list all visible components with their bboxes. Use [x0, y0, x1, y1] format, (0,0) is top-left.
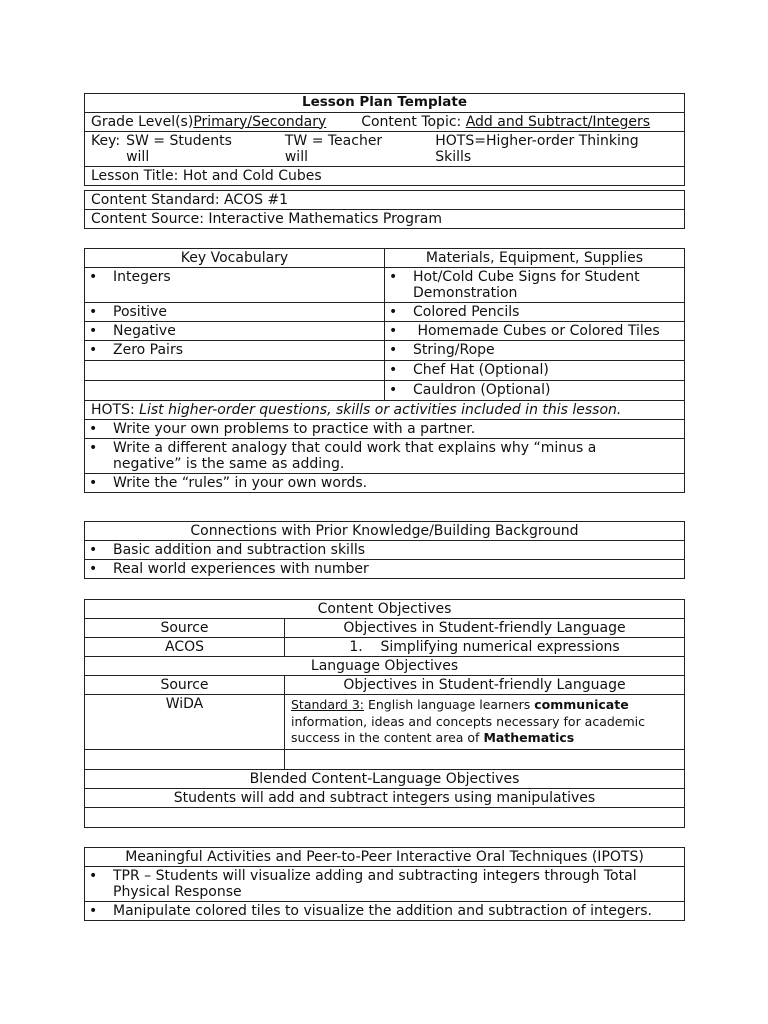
source-header: Source [85, 619, 285, 637]
hots-item: • Write your own problems to practice with a partner. [89, 420, 476, 437]
source-header: Source [85, 676, 285, 694]
connections-header: Connections with Prior Knowledge/Building Background [190, 523, 579, 539]
communicate-emphasis: communicate [534, 697, 629, 713]
bullet: • [89, 323, 98, 340]
activity-item: • TPR – Students will visualize adding and subtracting integers through Total Physical Response [89, 868, 637, 901]
material-item: • String/Rope [389, 342, 495, 359]
vocab-item: • Zero Pairs [85, 341, 385, 359]
vocab-item: • Negative [85, 322, 385, 340]
vocab-item: • Positive [85, 303, 385, 321]
hots-item: • Write a different analogy that could work that explains why “minus a negative” is the same as adding. [89, 439, 597, 472]
objectives-header: Objectives in Student-friendly Language [343, 677, 626, 694]
bullet: • [89, 304, 98, 321]
bullet: • [89, 439, 98, 456]
bullet: • [89, 561, 98, 578]
content-source: Content Source: Interactive Mathematics Program [91, 211, 442, 228]
materials-header: Materials, Equipment, Supplies [425, 250, 644, 266]
page-title: Lesson Plan Template [301, 94, 467, 110]
activity-item: • Manipulate colored tiles to visualize the addition and subtraction of integers. [89, 903, 652, 920]
hots-instruction: List higher-order questions, skills or activities included in this lesson. [139, 401, 622, 418]
material-item: • Homemade Cubes or Colored Tiles [389, 323, 660, 340]
key-hots: HOTS=Higher-order Thinking Skills [435, 132, 639, 165]
vocab-empty-cell [85, 361, 385, 380]
lesson-header-table [84, 93, 685, 186]
topic-label: Content Topic: [361, 113, 462, 130]
bullet: • [89, 903, 98, 920]
activities-table [84, 847, 685, 921]
content-standard: Content Standard: ACOS #1 [91, 192, 289, 208]
connection-item: • Real world experiences with number [89, 561, 369, 578]
material-item: • Cauldron (Optional) [389, 381, 551, 398]
content-objectives-header: Content Objectives [317, 601, 452, 617]
bullet: • [389, 304, 398, 321]
bullet: • [89, 342, 98, 359]
connections-table [84, 521, 685, 579]
content-standard-table [84, 190, 685, 229]
lesson-title: Lesson Title: Hot and Cold Cubes [91, 167, 322, 184]
activities-header: Meaningful Activities and Peer-to-Peer Interactive Oral Techniques (IPOTS) [125, 849, 644, 865]
key-label: Key: [91, 132, 121, 149]
content-objective: 1. Simplifying numerical expressions [349, 639, 620, 656]
bullet: • [89, 420, 98, 437]
connection-item: • Basic addition and subtraction skills [89, 542, 366, 559]
objective-empty-row [85, 808, 684, 827]
bullet: • [389, 381, 398, 398]
hots-label: HOTS: [91, 401, 135, 418]
hots-row [85, 401, 684, 419]
grade-value: Primary/Secondary [193, 113, 327, 130]
topic-value: Add and Subtract/Integers [465, 113, 651, 130]
blended-objectives-header: Blended Content-Language Objectives [249, 771, 520, 788]
objectives-table [84, 599, 685, 828]
material-item: • Hot/Cold Cube Signs for Student Demonstration [389, 269, 640, 302]
objective-empty-cell [85, 750, 285, 769]
content-source-value: ACOS [85, 638, 285, 656]
language-objectives-header: Language Objectives [310, 658, 459, 675]
material-item: • Colored Pencils [389, 304, 520, 321]
language-source-value: WiDA [85, 695, 285, 749]
key-row [85, 132, 684, 166]
blended-objective: Students will add and subtract integers using manipulatives [173, 790, 596, 807]
hots-item: • Write the “rules” in your own words. [89, 474, 368, 491]
bullet: • [389, 361, 398, 378]
bullet: • [89, 542, 98, 559]
key-sw: SW = Students will [126, 132, 232, 165]
mathematics-emphasis: Mathematics [483, 729, 575, 745]
vocabulary-materials-table [84, 248, 685, 493]
grade-label: Grade Level(s) [91, 113, 194, 130]
objectives-header: Objectives in Student-friendly Language [343, 620, 626, 637]
standard-label: Standard 3: [291, 697, 365, 713]
grade-topic-row [85, 113, 684, 131]
bullet: • [389, 323, 398, 340]
key-tw: TW = Teacher will [284, 132, 383, 165]
material-item: • Chef Hat (Optional) [389, 361, 549, 378]
bullet: • [389, 342, 398, 359]
vocab-empty-cell [85, 381, 385, 400]
bullet: • [89, 868, 98, 885]
vocab-header: Key Vocabulary [85, 249, 385, 267]
language-objective: Standard 3: English language learners communicate information, ideas and concepts necessary for academic success in the content area of Mathematics [291, 697, 646, 745]
bullet: • [89, 269, 98, 286]
bullet: • [389, 269, 398, 286]
objective-empty-cell [285, 750, 684, 769]
vocab-item: • Integers [85, 268, 385, 302]
bullet: • [89, 474, 98, 491]
